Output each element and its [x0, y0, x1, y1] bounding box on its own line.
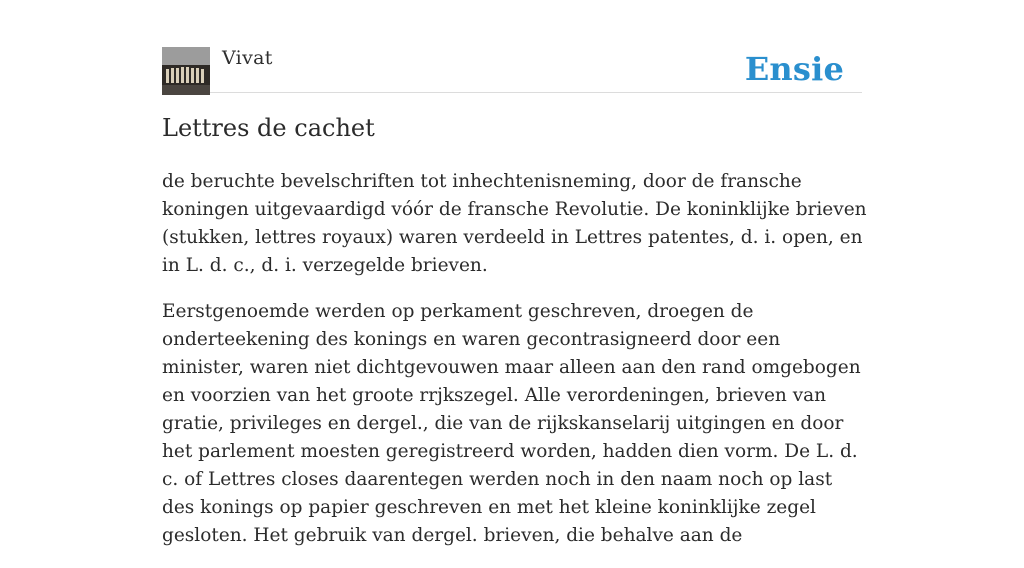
brand-logo[interactable]: Ensie [744, 50, 844, 88]
typewriter-avatar-icon [162, 47, 210, 95]
article-page [162, 0, 867, 546]
article-body [162, 168, 867, 568]
author-name[interactable]: Vivat [222, 47, 273, 69]
article-header [162, 46, 862, 93]
paragraph-1: de beruchte bevelschriften tot inhechtenisneming, door de fransche koningen uitgevaardigd vóór de fransche Revolutie. De koninklijke brieven (stukken, lettres royaux) waren verdeeld in Lettres patentes, d. i. open, en in L. d. c., d. i. verzegelde brieven. [162, 171, 867, 276]
paragraph-2: Eerstgenoemde werden op perkament geschreven, droegen de onderteekening des konings en waren gecontrasigneerd door een minister, waren niet dichtgevouwen maar alleen aan den rand omgebogen en voorzien van het groote rrjkszegel. Alle verordeningen, brieven van gratie, privileges en dergel., die van de rijkskanselarij uitgingen en door het parlement moesten geregistreerd worden, hadden dien vorm. De L. d. c. of Lettres closes daarentegen werden noch in den naam noch op last des konings op papier geschreven en met het kleine koninklijke zegel gesloten. Het gebruik van dergel. brieven, die behalve aan de [162, 301, 861, 546]
page-title: Lettres de cachet [162, 114, 375, 142]
author-avatar[interactable] [162, 47, 210, 95]
